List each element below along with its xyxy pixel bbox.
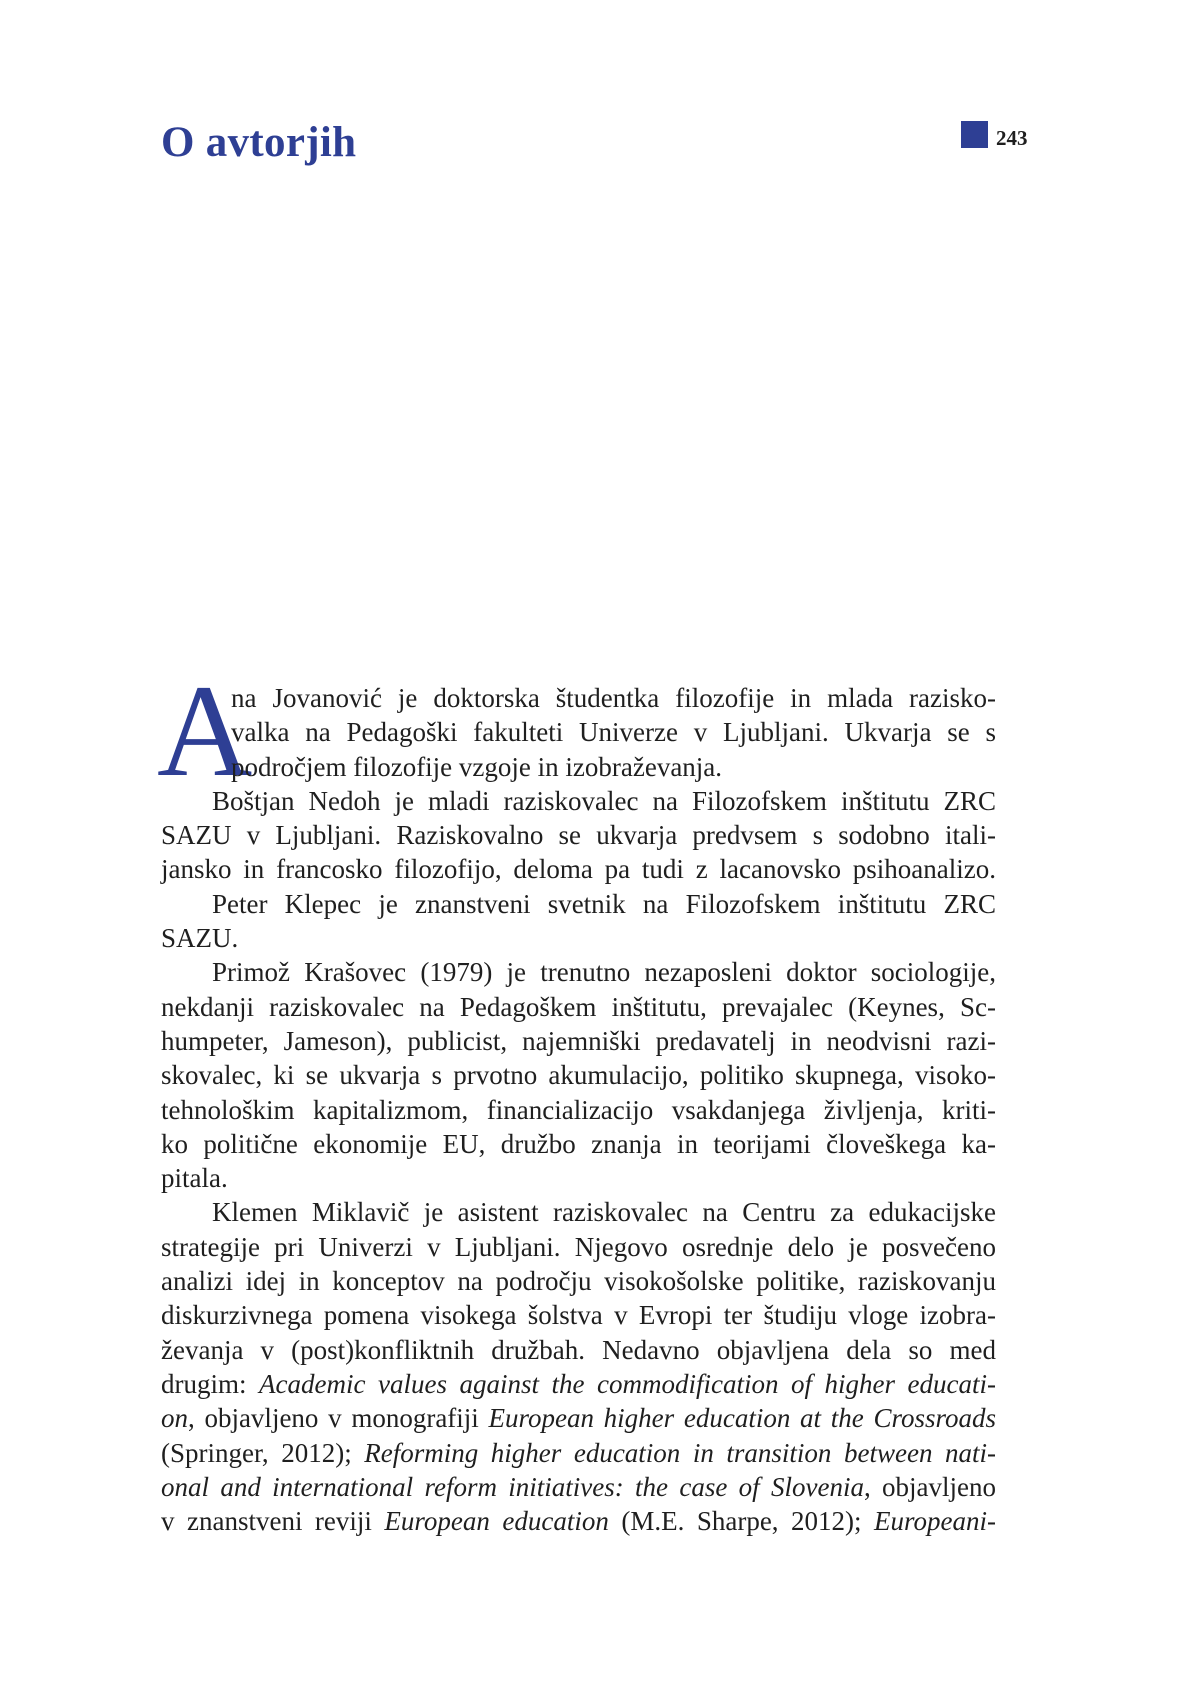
text-line: analizi idej in konceptov na področju visokošolske politike, raziskovanju (161, 1266, 996, 1297)
text-run: v znanstveni reviji (161, 1506, 385, 1537)
text-line: Primož Krašovec (1979) je trenutno nezaposleni doktor sociologije, (212, 957, 996, 988)
text-run: drugim: (161, 1368, 260, 1399)
text-line (161, 1504, 996, 1538)
text-line: na Jovanović je doktorska študentka filozofije in mlada razisko- (231, 683, 996, 713)
italic-title: Reforming higher education in transition between nati- (364, 1437, 996, 1468)
text-line: področjem filozofije vzgoje in izobraževanja. (231, 751, 723, 782)
italic-title: onal and international reform initiatives: the case of Slovenia (161, 1471, 864, 1502)
text-line: diskurzivnega pomena visokega šolstva v Evropi ter študiju vloge izobra- (161, 1300, 996, 1331)
italic-title: on (161, 1403, 188, 1434)
text-line: Klemen Miklavič je asistent raziskovalec na Centru za edukacijske (212, 1197, 996, 1228)
text-line (161, 1436, 996, 1470)
text-line: ko politične ekonomije EU, družbo znanja in teorijami človeškega ka- (161, 1128, 996, 1159)
italic-title: Europeani- (874, 1506, 996, 1537)
text-run: , objavljeno v monografiji (188, 1403, 489, 1434)
text-run: (M.E. Sharpe, 2012); (608, 1506, 875, 1537)
text-line (161, 1401, 996, 1435)
italic-title: European higher education at the Crossroads (488, 1403, 996, 1434)
text-line: SAZU v Ljubljani. Raziskovalno se ukvarja predvsem s sodobno itali- (161, 820, 996, 851)
text-line: pitala. (161, 1163, 228, 1194)
text-run: , objavljeno (863, 1471, 996, 1502)
italic-title: European education (384, 1506, 609, 1537)
text-line: Boštjan Nedoh je mladi raziskovalec na Filozofskem inštitutu ZRC (212, 785, 996, 816)
text-line: humpeter, Jameson), publicist, najemniški predavatelj in neodvisni razi- (161, 1025, 996, 1056)
text-line: valka na Pedagoški fakulteti Univerze v Ljubljani. Ukvarja se s (231, 717, 996, 748)
author-bios (161, 681, 996, 1538)
text-line: jansko in francosko filozofijo, deloma pa tudi z lacanovsko psihoanalizo. (161, 854, 996, 885)
text-line (161, 1470, 996, 1504)
text-line: strategije pri Univerzi v Ljubljani. Njegovo osrednje delo je posvečeno (161, 1231, 996, 1262)
text-line: SAZU. (161, 923, 239, 954)
text-line: tehnološkim kapitalizmom, financializacijo vsakdanjega življenja, kriti- (161, 1094, 996, 1125)
page-title: O avtorjih (161, 119, 357, 166)
drop-cap: A (157, 657, 253, 804)
text-line: ževanja v (post)konfliktnih družbah. Nedavno objavljena dela so med (161, 1334, 996, 1365)
page-marker-square (961, 121, 988, 148)
text-line: nekdanji raziskovalec na Pedagoškem inštitutu, prevajalec (Keynes, Sc- (161, 991, 996, 1022)
text-line: Peter Klepec je znanstveni svetnik na Filozofskem inštitutu ZRC (212, 888, 996, 919)
text-line: skovalec, ki se ukvarja s prvotno akumulacijo, politiko skupnega, visoko- (161, 1060, 996, 1091)
text-run: (Springer, 2012); (161, 1437, 365, 1468)
text-line (161, 1367, 996, 1401)
page-number: 243 (996, 126, 1028, 150)
italic-title: Academic values against the commodification of higher educati- (259, 1368, 996, 1399)
